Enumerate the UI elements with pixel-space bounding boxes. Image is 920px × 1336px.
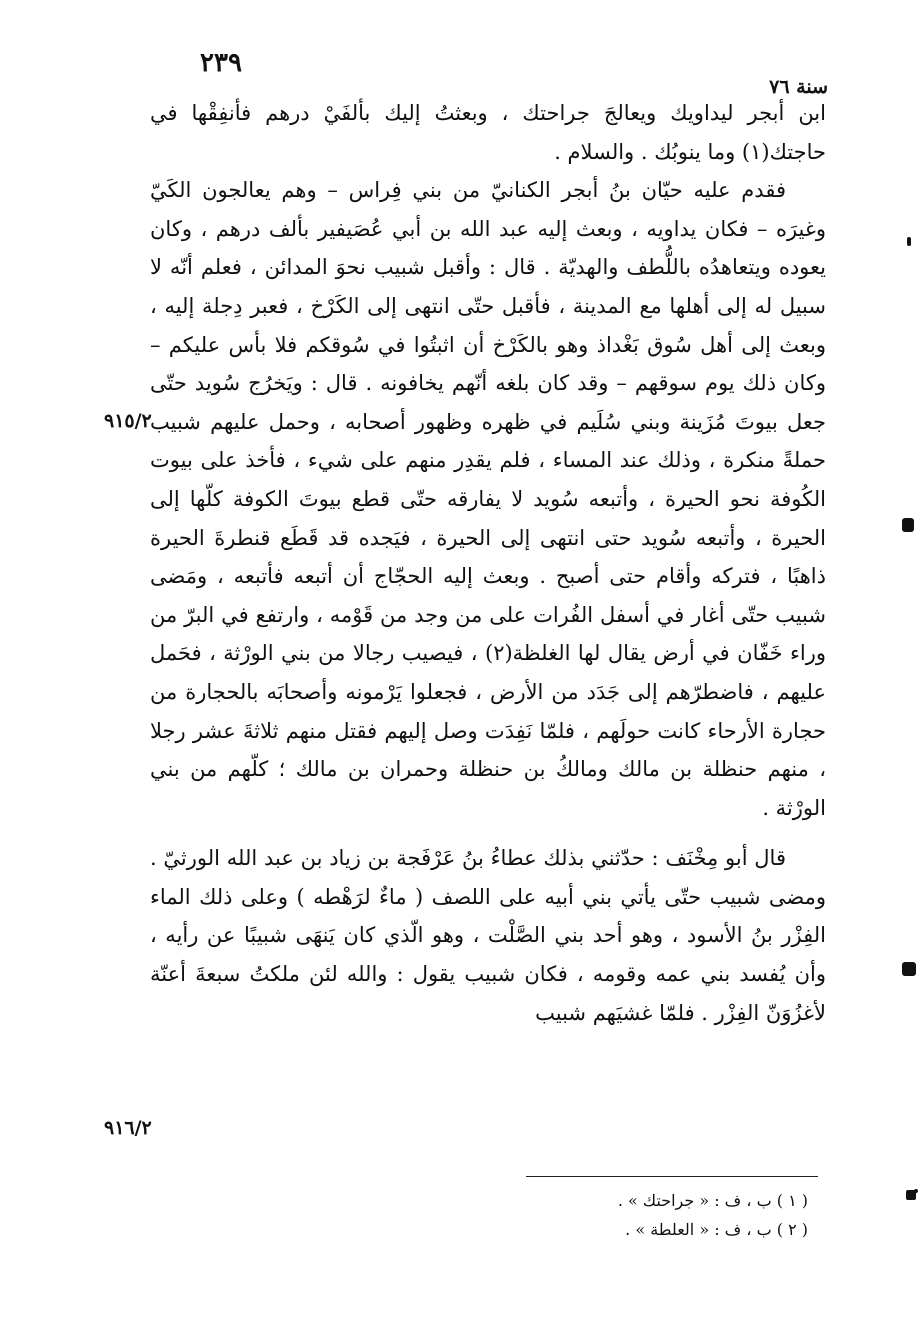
page-number: ٢٣٩ [200,48,242,78]
footnote-divider [526,1176,818,1177]
paragraph-2: فقدم عليه حيّان بنُ أبجر الكنانيّ من بني فِراس – وهم يعالجون الكَيّ وغيرَه – فكان يداويه ، وبعث إليه عبد الله بن أبي عُصَيفير بألف درهم ، وكان يعوده ويتعاهدُه باللُّطف والهديّة . قال : وأقبل شبيب نحوَ المدائن ، فعلم أنّه لا سبيل له إلى أهلها مع المدينة ، فأقبل حتّى انتهى إلى الكَرْخ ، فعبر دِجلة إليه ، وبعث إلى أهل سُوق بَغْداذ وهو بالكَرْخ أن اثبتُوا في سُوقكم فلا بأس عليكم – وكان ذلك يوم سوقهم – وقد كان بلغه أنّهم يخافونه . قال : ويَخرُج سُويد حتّى جعل بيوتَ مُزَينة وبني سُلَيم في ظهره وظهور أصحابه ، وحمل عليهم شبيب حملةً منكرة ، وذلك عند المساء ، فلم يقدِر منهم على شيء ، فأخذ على بيوت الكُوفة نحو الحيرة ، وأتبعه سُويد لا يفارقه حتّى قطع بيوتَ الكوفة كلّها إلى الحيرة ، وأتبعه سُويد حتى انتهى إلى الحيرة ، فيَجده قد قَطَع قنطرةَ الحيرة ذاهبًا ، فتركه وأقام حتى أصبح . وبعث إليه الحجّاج أن أتبعه فأتبعه ، ومَضى شبيب حتّى أغار في أسفل الفُرات على من وجد من قَوْمه ، وارتفع في البرّ من وراء خَفّان في أرض يقال لها الغلظة(٢) ، فيصيب رجالا من بني الورْثة ، فحَمل عليهم ، فاضطرّهم إلى جَدَد من الأرض ، فجعلوا يَرْمونه وأصحابَه بالحجارة من حجارة الأرحاء كانت حولَهم ، فلمّا نَفِدَت وصل إليهم فقتل منهم ثلاثةَ عشر رجلا ، منهم حنظلة بن مالك ومالكُ بن حنظلة وحمران بن مالك ؛ كلّهم من بني الورْثة . [150,178,827,820]
scan-edge-mark [907,237,911,246]
footnotes [408,1186,808,1244]
footnote-1: ( ١ ) ب ، ف : « جراحتك » . [617,1191,808,1210]
body-text [150,94,826,1032]
margin-reference-1: ٩١٥/٢ [104,410,152,432]
scan-edge-mark [902,962,916,976]
scan-edge-mark [914,1189,918,1193]
paragraph-3: قال أبو مِخْنَف : حدّثني بذلك عطاءُ بنُ عَرْفَجة بن زياد بن عبد الله الورثيّ . ومضى شبيب حتّى يأتي بني أبيه على اللصف ( ماءٌ لرَهْطه ) وعلى ذلك الماء الفِزْر بنُ الأسود ، وهو أحد بني الصَّلْت ، وهو الّذي كان يَنهَى شبيبًا عن رأيه ، وأن يُفسد بني عمه وقومه ، فكان شبيب يقول : والله لئن ملكتُ سبعةَ أعنّة لأغزُوَنّ الفِزْر . فلمّا غشيَهم شبيب [150,846,826,1025]
scan-edge-mark [902,518,914,532]
margin-reference-2: ٩١٦/٢ [104,1117,152,1139]
year-header: سنة ٧٦ [769,76,828,98]
paragraph-1: ابن أبجر ليداويك ويعالجَ جراحتك ، وبعثتُ إليك بألفَيْ درهم فأنفِقْها في حاجتك(١) وما ينوبُك . والسلام . [150,101,826,164]
paragraph-spacer [150,827,826,839]
footnote-2: ( ٢ ) ب ، ف : « العلطة » . [625,1220,808,1239]
